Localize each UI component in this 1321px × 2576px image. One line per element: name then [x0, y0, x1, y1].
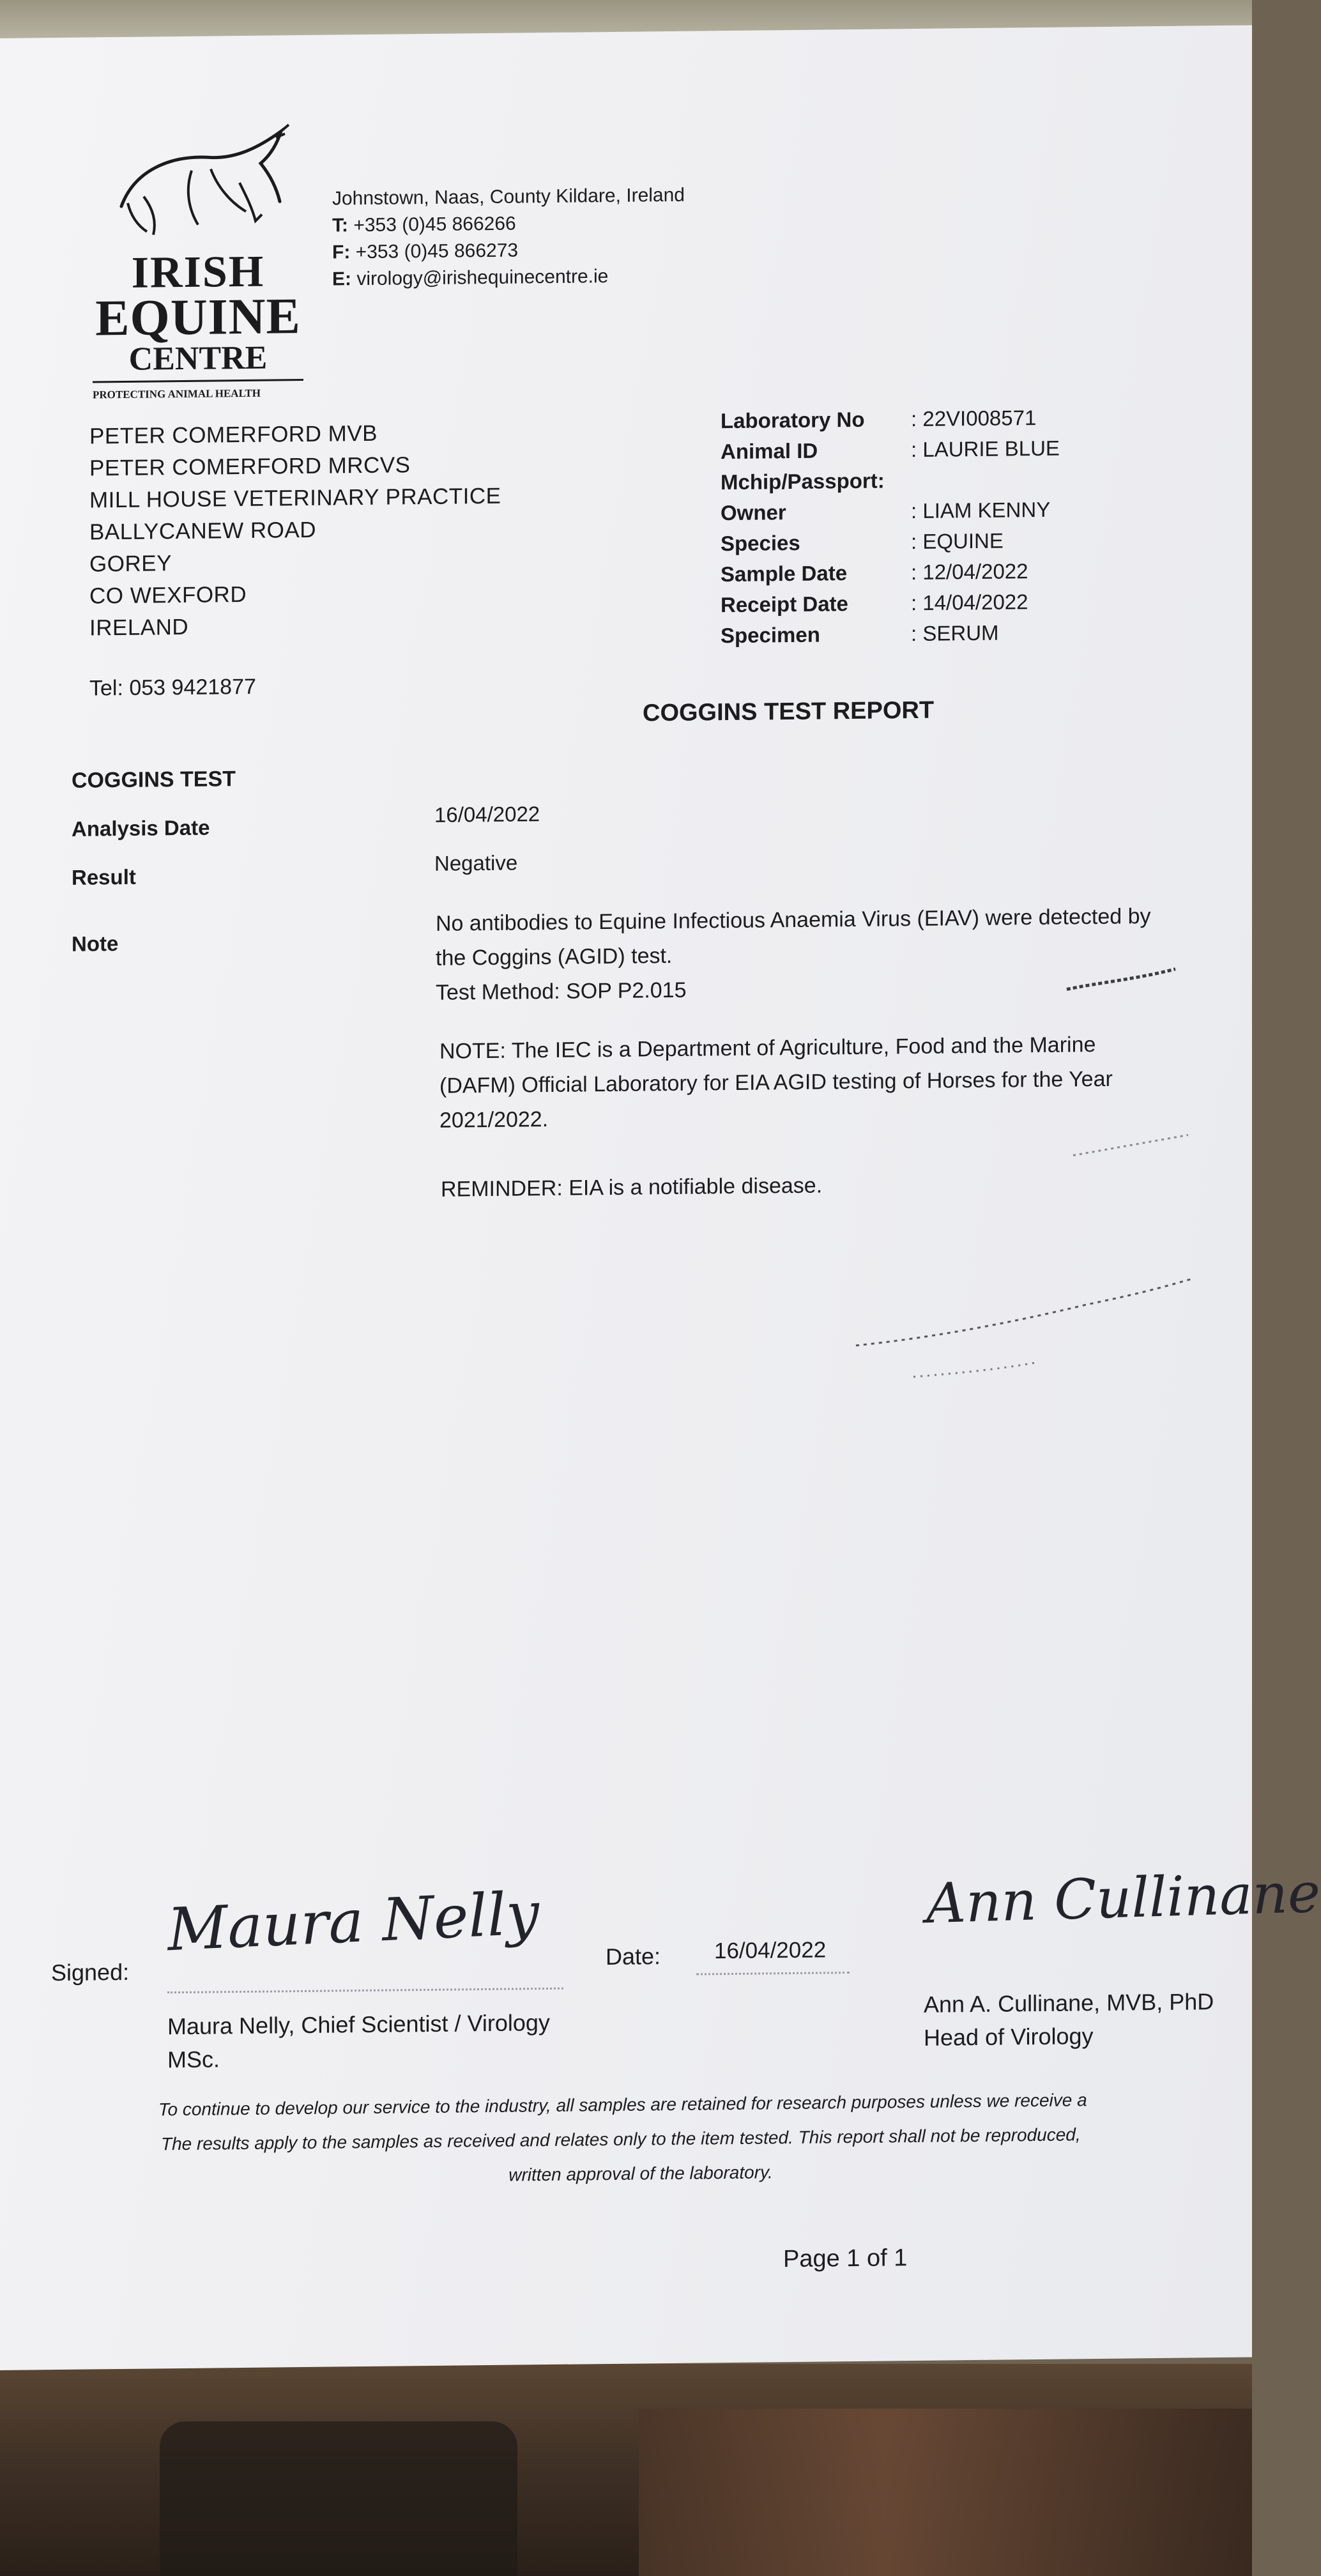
logo-tagline: PROTECTING ANIMAL HEALTH — [93, 387, 261, 401]
logo-text-centre: CENTRE — [128, 339, 268, 378]
background-wood — [639, 2409, 1252, 2576]
dafm-notice — [439, 1027, 1113, 1138]
notice-line: (DAFM) Official Laboratory for EIA AGID testing of Horses for the Year — [439, 1066, 1113, 1098]
test-heading: COGGINS TEST — [72, 767, 236, 793]
signature-line-1 — [167, 1988, 563, 1993]
note-line: Test Method: SOP P2.015 — [436, 977, 687, 1005]
detail-row — [721, 496, 1129, 532]
note-line: No antibodies to Equine Infectious Anaemia Virus (EIAV) were detected by — [436, 904, 1151, 936]
footer-line: written approval of the laboratory. — [508, 2162, 773, 2185]
date-value: 16/04/2022 — [714, 1937, 827, 1964]
note-text — [436, 899, 1151, 1010]
signed-label: Signed: — [51, 1958, 130, 1986]
recipient-line: MILL HOUSE VETERINARY PRACTICE — [89, 483, 501, 513]
recipient-line: BALLYCANEW ROAD — [89, 517, 316, 545]
footer-disclaimer — [158, 2082, 1244, 2196]
contact-telephone — [332, 209, 685, 240]
detail-label: Mchip/Passport: — [721, 468, 885, 494]
document-page — [0, 25, 1321, 2370]
detail-row — [721, 435, 1129, 470]
report-title: COGGINS TEST REPORT — [643, 696, 935, 727]
result-value: Negative — [434, 850, 518, 875]
logo-rule — [93, 379, 303, 383]
date-label: Date: — [606, 1943, 661, 1970]
contact-email — [332, 263, 685, 293]
irish-equine-centre-logo — [89, 118, 307, 408]
note-line: the Coggins (AGID) test. — [436, 943, 673, 970]
logo-text-equine: EQUINE — [95, 288, 301, 347]
detail-label: Receipt Date — [721, 592, 848, 617]
recipient-line: PETER COMERFORD MRCVS — [89, 452, 411, 481]
contact-fax — [332, 236, 685, 266]
tel-label: T: — [332, 215, 348, 236]
contact-address: Johnstown, Naas, County Kildare, Ireland — [332, 184, 685, 210]
email-value: virology@irishequinecentre.ie — [356, 266, 609, 290]
recipient-line: IRELAND — [89, 614, 189, 641]
footer-line: The results apply to the samples as received and relates only to the item tested. This report shall not be reproduced, — [161, 2124, 1081, 2154]
analysis-date-label: Analysis Date — [72, 815, 210, 841]
detail-label: Owner — [721, 500, 786, 525]
background-shadow — [160, 2421, 517, 2576]
detail-label: Specimen — [721, 622, 820, 648]
signer2-title: Head of Virology — [924, 2023, 1094, 2051]
page-number: Page 1 of 1 — [783, 2244, 908, 2273]
footer-line: To continue to develop our service to the industry, all samples are retained for research purposes unless we receive a — [158, 2090, 1087, 2120]
detail-row — [721, 527, 1129, 562]
email-label: E: — [332, 268, 351, 290]
detail-value: : SERUM — [911, 620, 999, 646]
recipient-line: GOREY — [89, 551, 172, 577]
detail-value: : EQUINE — [911, 528, 1004, 554]
reminder-text: REMINDER: EIA is a notifiable disease. — [441, 1173, 823, 1202]
signature-ann-cullinane: Ann Cullinane — [926, 1860, 1321, 1936]
detail-row — [721, 404, 1129, 440]
ink-smudge — [850, 1265, 1207, 1397]
ink-smudge — [1060, 962, 1252, 1168]
result-label: Result — [72, 864, 136, 889]
recipient-line: CO WEXFORD — [89, 581, 247, 609]
notice-line: NOTE: The IEC is a Department of Agriculture, Food and the Marine — [439, 1032, 1096, 1064]
signer2-name: Ann A. Cullinane, MVB, PhD — [924, 1988, 1214, 2018]
recipient-telephone: Tel: 053 9421877 — [89, 674, 256, 701]
notice-line: 2021/2022. — [439, 1107, 549, 1133]
detail-row — [721, 466, 1129, 501]
fax-value: +353 (0)45 866273 — [355, 240, 519, 263]
signer1-name: Maura Nelly, Chief Scientist / Virology — [167, 2009, 550, 2040]
signer1-qualification: MSc. — [167, 2046, 220, 2073]
detail-row — [721, 588, 1129, 624]
signature-maura-nelly: Maura Nelly — [166, 1879, 540, 1965]
detail-row — [721, 558, 1129, 593]
horse-logo-icon — [109, 118, 300, 254]
detail-row — [721, 619, 1129, 654]
detail-label: Animal ID — [721, 438, 818, 464]
detail-label: Laboratory No — [721, 407, 865, 433]
analysis-date-value: 16/04/2022 — [434, 802, 540, 827]
detail-label: Sample Date — [721, 561, 848, 586]
detail-value: : 22VI008571 — [911, 406, 1037, 431]
detail-value: : 14/04/2022 — [911, 590, 1028, 615]
date-line — [696, 1972, 850, 1975]
logo-text-irish: IRISH — [131, 247, 265, 298]
recipient-line: PETER COMERFORD MVB — [89, 420, 378, 449]
note-label: Note — [72, 931, 119, 956]
detail-value: : LIAM KENNY — [911, 497, 1051, 523]
tel-value: +353 (0)45 866266 — [353, 213, 516, 236]
sample-details — [721, 404, 1129, 654]
fax-label: F: — [332, 241, 351, 263]
detail-label: Species — [721, 530, 800, 556]
detail-value: : LAURIE BLUE — [911, 436, 1060, 462]
contact-block — [332, 182, 685, 293]
recipient-address — [89, 417, 501, 645]
detail-value: : 12/04/2022 — [911, 559, 1028, 585]
